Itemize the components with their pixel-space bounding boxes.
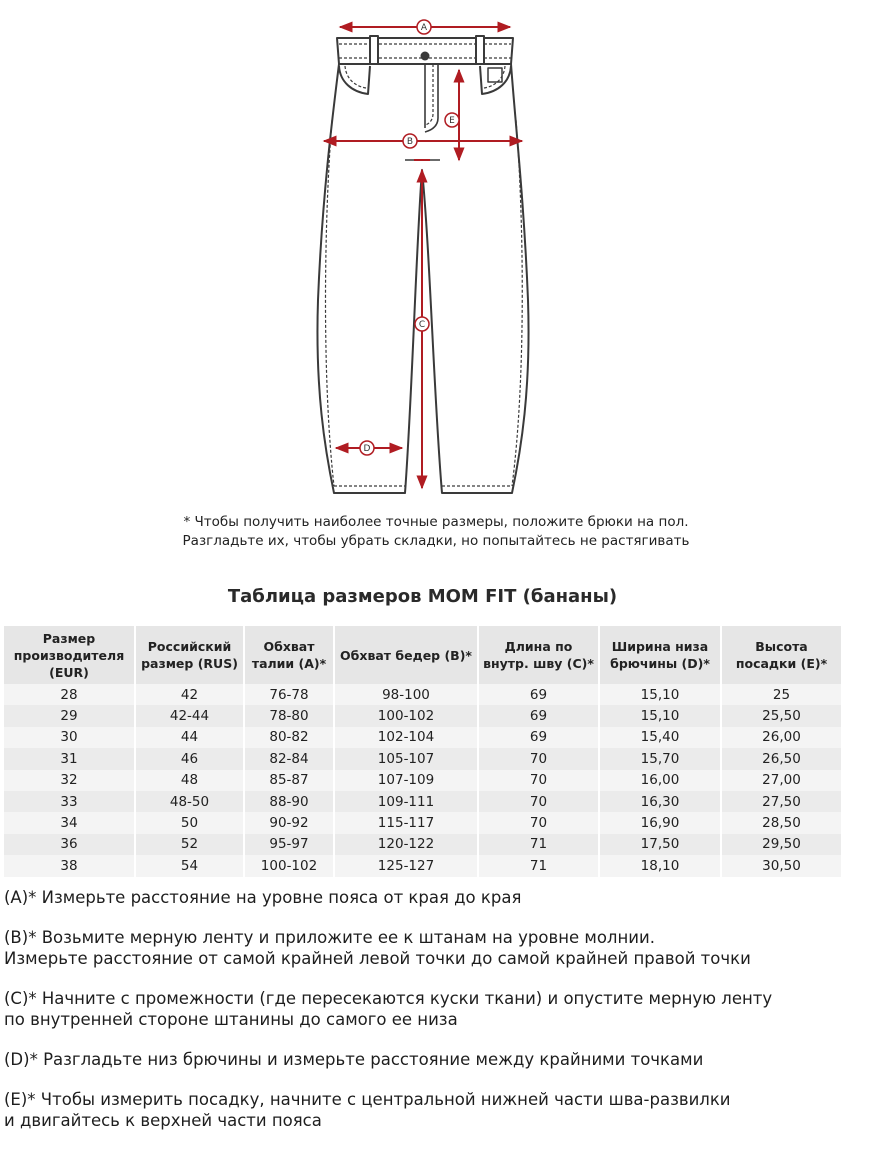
explanation-a-line-1: (A)* Измерьте расстояние на уровне пояса от края до края (4, 888, 522, 907)
header-rise: Высота посадки (Е)* (721, 626, 842, 684)
table-cell: 85-87 (244, 770, 334, 791)
table-cell: 105-107 (334, 748, 478, 769)
table-cell: 46 (135, 748, 244, 769)
explanation-c-line-2: по внутренней стороне штанины до самого ее низа (4, 1010, 458, 1029)
table-cell: 15,70 (599, 748, 721, 769)
table-cell: 70 (478, 791, 599, 812)
marker-c (415, 317, 429, 331)
table-cell: 42-44 (135, 705, 244, 726)
explanation-b-line-2: Измерьте расстояние от самой крайней левой точки до самой крайней правой точки (4, 949, 751, 968)
table-cell: 16,90 (599, 812, 721, 833)
measurement-notice-line-2: Разгладьте их, чтобы убрать складки, но попытайтесь не растягивать (182, 533, 690, 549)
table-cell: 100-102 (334, 705, 478, 726)
header-eur-size: Размер производителя (EUR) (4, 626, 135, 684)
table-cell: 78-80 (244, 705, 334, 726)
table-cell: 16,00 (599, 770, 721, 791)
explanation-e-line-1: (E)* Чтобы измерить посадку, начните с центральной нижней части шва-развилки (4, 1090, 731, 1109)
table-cell: 115-117 (334, 812, 478, 833)
table-cell: 31 (4, 748, 135, 769)
table-cell: 32 (4, 770, 135, 791)
table-cell: 44 (135, 727, 244, 748)
table-cell: 71 (478, 834, 599, 855)
header-rus-size: Российский размер (RUS) (135, 626, 244, 684)
marker-e-label: E (449, 116, 455, 126)
table-cell: 98-100 (334, 684, 478, 705)
table-cell: 70 (478, 812, 599, 833)
table-row (4, 748, 842, 769)
table-cell: 48-50 (135, 791, 244, 812)
header-hips: Обхват бедер (B)* (334, 626, 478, 684)
table-row (4, 770, 842, 791)
table-cell: 30 (4, 727, 135, 748)
marker-c-label: C (418, 320, 426, 330)
table-cell: 71 (478, 855, 599, 876)
table-cell: 48 (135, 770, 244, 791)
table-cell: 27,50 (721, 791, 842, 812)
explanation-c-line-1: (C)* Начните с промежности (где пересекаются куски ткани) и опустите мерную ленту (4, 989, 773, 1008)
table-cell: 100-102 (244, 855, 334, 876)
table-cell: 50 (135, 812, 244, 833)
table-title: Таблица размеров MOM FIT (бананы) (227, 586, 618, 607)
table-cell: 82-84 (244, 748, 334, 769)
explanation-d (4, 1049, 864, 1070)
table-cell: 15,10 (599, 705, 721, 726)
explanation-a (4, 887, 864, 908)
table-cell: 42 (135, 684, 244, 705)
table-row (4, 684, 842, 705)
explanation-b-line-1: (B)* Возьмите мерную ленту и приложите ее к штанам на уровне молнии. (4, 928, 655, 947)
table-cell: 120-122 (334, 834, 478, 855)
table-cell: 15,40 (599, 727, 721, 748)
table-row (4, 705, 842, 726)
explanation-d-line-1: (D)* Разгладьте низ брючины и измерьте расстояние между крайними точками (4, 1050, 704, 1069)
size-table (4, 626, 843, 877)
table-cell: 27,00 (721, 770, 842, 791)
table-row (4, 812, 842, 833)
table-cell: 90-92 (244, 812, 334, 833)
marker-a (417, 20, 431, 34)
table-cell: 15,10 (599, 684, 721, 705)
table-cell: 109-111 (334, 791, 478, 812)
table-cell: 26,00 (721, 727, 842, 748)
marker-d-label: D (363, 444, 371, 454)
header-leg-opening: Ширина низа брючины (D)* (599, 626, 721, 684)
table-cell: 52 (135, 834, 244, 855)
table-cell: 95-97 (244, 834, 334, 855)
table-header-row (4, 626, 842, 684)
table-cell: 125-127 (334, 855, 478, 876)
header-waist: Обхват талии (А)* (244, 626, 334, 684)
table-cell: 88-90 (244, 791, 334, 812)
table-cell: 28,50 (721, 812, 842, 833)
table-cell: 16,30 (599, 791, 721, 812)
table-cell: 69 (478, 684, 599, 705)
table-cell: 25,50 (721, 705, 842, 726)
marker-a-label: A (420, 23, 428, 33)
table-cell: 54 (135, 855, 244, 876)
table-cell: 33 (4, 791, 135, 812)
table-cell: 29,50 (721, 834, 842, 855)
table-cell: 26,50 (721, 748, 842, 769)
table-row (4, 834, 842, 855)
table-cell: 76-78 (244, 684, 334, 705)
explanation-e-line-2: и двигайтесь к верхней части пояса (4, 1111, 322, 1130)
table-cell: 102-104 (334, 727, 478, 748)
table-cell: 30,50 (721, 855, 842, 876)
table-cell: 70 (478, 748, 599, 769)
table-cell: 80-82 (244, 727, 334, 748)
table-cell: 29 (4, 705, 135, 726)
measurement-notice-line-1: * Чтобы получить наиболее точные размеры, положите брюки на пол. (183, 514, 689, 530)
table-row (4, 855, 842, 876)
table-cell: 69 (478, 727, 599, 748)
table-row (4, 727, 842, 748)
jeans-measurement-diagram (0, 0, 872, 510)
marker-e (445, 113, 459, 127)
table-cell: 17,50 (599, 834, 721, 855)
table-cell: 70 (478, 770, 599, 791)
table-cell: 34 (4, 812, 135, 833)
table-cell: 107-109 (334, 770, 478, 791)
table-cell: 25 (721, 684, 842, 705)
table-cell: 38 (4, 855, 135, 876)
marker-d (360, 441, 374, 455)
table-cell: 36 (4, 834, 135, 855)
marker-b (403, 134, 417, 148)
table-cell: 18,10 (599, 855, 721, 876)
header-inseam: Длина по внутр. шву (С)* (478, 626, 599, 684)
table-cell: 69 (478, 705, 599, 726)
explanation-b (4, 927, 864, 969)
marker-b-label: B (406, 137, 414, 147)
explanation-c (4, 988, 864, 1030)
explanation-e (4, 1089, 864, 1131)
table-row (4, 791, 842, 812)
table-cell: 28 (4, 684, 135, 705)
